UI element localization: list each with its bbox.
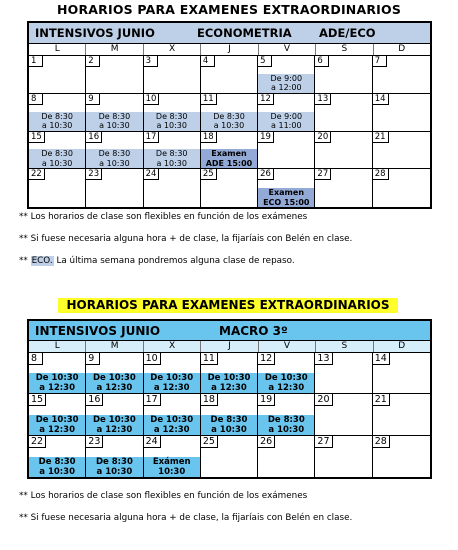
day-number: 10 xyxy=(144,94,160,105)
class-slot xyxy=(144,373,200,393)
day-cell xyxy=(144,394,201,435)
weekday-6: D xyxy=(398,341,406,351)
day-cell xyxy=(373,94,430,132)
class-slot xyxy=(86,112,142,131)
slot-line-2: a 12:30 xyxy=(153,383,190,394)
day-number: 13 xyxy=(315,94,331,105)
slot-line-1: De 10:30 xyxy=(150,414,194,425)
day-cell xyxy=(315,56,372,94)
day-number: 2 xyxy=(86,56,100,67)
slot-line-1: De 8:30 xyxy=(213,111,245,121)
day-cell xyxy=(29,436,86,477)
day-number: 4 xyxy=(201,56,215,67)
day-number: 26 xyxy=(258,169,274,180)
slot-line-2: a 10:30 xyxy=(156,158,187,168)
day-cell xyxy=(373,56,430,94)
day-cell xyxy=(144,436,201,477)
header-course: INTENSIVOS JUNIO xyxy=(35,26,155,40)
slot-line-2: a 10:30 xyxy=(156,121,187,130)
slot-line-2: a 11:00 xyxy=(271,121,302,130)
slot-line-1: De 9:00 xyxy=(270,111,303,121)
day-cell xyxy=(144,169,201,207)
slot-line-2: a 12:30 xyxy=(39,424,76,435)
day-number: 10 xyxy=(144,353,161,365)
day-number: 20 xyxy=(315,394,332,406)
day-cell xyxy=(315,394,372,435)
day-number: 14 xyxy=(373,94,389,105)
slot-line-2: ECO 15:00 xyxy=(263,197,310,207)
day-cell xyxy=(258,436,315,477)
day-cell xyxy=(29,353,86,394)
slot-line-1: De 8:30 xyxy=(41,149,73,159)
day-number: 25 xyxy=(201,169,217,180)
class-slot xyxy=(86,373,142,393)
calendar-grid xyxy=(29,353,430,477)
calendar-header xyxy=(29,321,430,341)
slot-line-1: Exámen xyxy=(152,456,191,467)
class-slot xyxy=(258,373,314,393)
slot-line-1: De 10:30 xyxy=(93,414,136,425)
slot-line-1: De 9:00 xyxy=(270,73,303,83)
exam-slot xyxy=(201,149,257,168)
weekday-0: L xyxy=(29,44,86,55)
section1-title: HORARIOS PARA EXAMENES EXTRAORDINARIOS xyxy=(56,2,402,17)
day-cell xyxy=(315,94,372,132)
class-slot xyxy=(258,415,314,435)
day-cell xyxy=(29,132,86,170)
section2-title: HORARIOS PARA EXAMENES EXTRAORDINARIOS xyxy=(58,298,398,313)
slot-line-1: De 10:30 xyxy=(35,414,79,425)
weekday-0: L xyxy=(29,341,86,352)
day-cell xyxy=(86,56,143,94)
exam-slot xyxy=(258,188,314,207)
weekday-6: D xyxy=(398,44,406,54)
note-3 xyxy=(19,256,295,267)
class-slot xyxy=(86,149,142,168)
calendar-macro xyxy=(27,319,432,479)
slot-line-1: Examen xyxy=(211,149,247,159)
note-2: ** Si fuese necesaria alguna hora + de clase, la fijaríais con Belén en clase. xyxy=(19,513,353,523)
day-number: 6 xyxy=(315,56,329,67)
class-slot xyxy=(201,373,257,393)
class-slot xyxy=(201,112,257,131)
day-cell xyxy=(315,169,372,207)
day-number: 5 xyxy=(258,56,272,67)
slot-line-1: De 10:30 xyxy=(207,373,251,384)
weekday-3: J xyxy=(201,44,258,55)
day-cell xyxy=(29,94,86,132)
class-slot xyxy=(29,149,85,168)
slot-line-1: De 8:30 xyxy=(155,111,188,121)
class-slot xyxy=(144,112,200,131)
weekday-row xyxy=(29,44,430,56)
slot-line-2: a 12:30 xyxy=(96,383,133,394)
slot-line-2: a 12:30 xyxy=(39,383,76,394)
slot-line-2: a 10:30 xyxy=(41,158,73,168)
class-slot xyxy=(86,415,142,435)
day-cell xyxy=(144,56,201,94)
weekday-5: S xyxy=(316,341,373,352)
day-cell xyxy=(258,56,315,94)
day-number: 24 xyxy=(144,169,160,180)
weekday-4: V xyxy=(259,44,316,55)
note-1: ** Los horarios de clase son flexibles en función de los exámenes xyxy=(19,212,308,222)
day-cell xyxy=(373,132,430,170)
day-cell xyxy=(201,436,258,477)
day-cell xyxy=(315,132,372,170)
day-cell xyxy=(201,353,258,394)
note-3-prefix: ** xyxy=(19,256,28,266)
day-number: 28 xyxy=(373,169,389,180)
class-slot xyxy=(258,74,314,93)
class-slot xyxy=(29,415,85,435)
slot-line-1: De 8:30 xyxy=(98,149,131,159)
day-cell xyxy=(86,436,143,477)
slot-line-2: a 12:30 xyxy=(211,383,247,394)
day-cell xyxy=(29,169,86,207)
day-cell xyxy=(201,132,258,170)
note-3-text: La última semana pondremos alguna clase de repaso. xyxy=(56,256,295,266)
slot-line-2: a 10:30 xyxy=(99,121,130,130)
weekday-2: X xyxy=(144,341,201,352)
day-cell xyxy=(201,394,258,435)
day-number: 7 xyxy=(373,56,387,67)
day-cell xyxy=(258,132,315,170)
class-slot xyxy=(144,457,200,477)
day-number: 17 xyxy=(144,132,160,143)
day-number: 15 xyxy=(29,394,46,406)
day-number: 13 xyxy=(315,353,332,365)
day-number: 11 xyxy=(201,353,218,365)
slot-line-2: a 10:30 xyxy=(41,121,73,130)
day-number: 9 xyxy=(86,94,100,105)
slot-line-2: a 12:30 xyxy=(96,424,133,435)
day-number: 20 xyxy=(315,132,331,143)
day-number: 22 xyxy=(29,436,46,448)
weekday-3: J xyxy=(201,341,258,352)
day-number: 21 xyxy=(373,394,390,406)
weekday-4: V xyxy=(259,341,316,352)
slot-line-2: a 10:30 xyxy=(39,466,76,477)
day-number: 27 xyxy=(315,169,331,180)
day-cell xyxy=(144,94,201,132)
day-cell xyxy=(86,169,143,207)
day-number: 8 xyxy=(29,94,43,105)
header-subject: ECONOMETRIA xyxy=(197,26,292,40)
calendar-grid xyxy=(29,56,430,207)
day-cell xyxy=(144,132,201,170)
day-cell xyxy=(258,169,315,207)
slot-line-1: De 8:30 xyxy=(155,149,188,159)
day-number: 19 xyxy=(258,132,274,143)
day-cell xyxy=(373,169,430,207)
day-cell xyxy=(201,169,258,207)
day-number: 1 xyxy=(29,56,43,67)
day-number: 23 xyxy=(86,436,103,448)
slot-line-2: a 10:30 xyxy=(268,424,305,435)
class-slot xyxy=(29,112,85,131)
day-cell xyxy=(373,353,430,394)
day-cell xyxy=(86,394,143,435)
slot-line-1: De 8:30 xyxy=(95,456,133,467)
day-cell xyxy=(86,353,143,394)
header-subject: MACRO 3º xyxy=(219,323,288,338)
day-cell xyxy=(258,94,315,132)
calendar-econometria xyxy=(27,21,432,209)
day-number: 9 xyxy=(86,353,100,365)
day-cell xyxy=(201,56,258,94)
class-slot xyxy=(86,457,142,477)
weekday-1: M xyxy=(86,44,143,55)
day-number: 8 xyxy=(29,353,43,365)
slot-line-2: a 10:30 xyxy=(99,158,130,168)
day-number: 3 xyxy=(144,56,158,67)
calendar-header xyxy=(29,23,430,44)
day-number: 19 xyxy=(258,394,275,406)
slot-line-2: 10:30 xyxy=(158,466,186,477)
day-number: 16 xyxy=(86,132,102,143)
day-number: 21 xyxy=(373,132,389,143)
slot-line-1: Examen xyxy=(268,188,305,197)
class-slot xyxy=(144,415,200,435)
day-cell xyxy=(315,436,372,477)
day-number: 15 xyxy=(29,132,45,143)
slot-line-2: a 12:30 xyxy=(153,424,190,435)
weekday-2: X xyxy=(144,44,201,55)
day-cell xyxy=(258,394,315,435)
day-number: 22 xyxy=(29,169,45,180)
class-slot xyxy=(144,149,200,168)
note-1: ** Los horarios de clase son flexibles en función de los exámenes xyxy=(19,491,308,501)
day-number: 18 xyxy=(201,132,217,143)
slot-line-2: a 10:30 xyxy=(213,121,245,130)
note-3-eco: ECO. xyxy=(31,256,53,266)
day-cell xyxy=(373,394,430,435)
header-degree: ADE/ECO xyxy=(319,26,376,40)
slot-line-1: De 10:30 xyxy=(150,373,194,384)
day-cell xyxy=(201,94,258,132)
class-slot xyxy=(29,373,85,393)
day-number: 26 xyxy=(258,436,275,448)
day-number: 23 xyxy=(86,169,102,180)
weekday-row xyxy=(29,341,430,353)
weekday-1: M xyxy=(86,341,143,352)
slot-line-1: De 8:30 xyxy=(267,414,305,425)
day-cell xyxy=(29,56,86,94)
slot-line-1: De 10:30 xyxy=(93,373,136,384)
day-number: 28 xyxy=(373,436,390,448)
slot-line-1: De 8:30 xyxy=(98,111,131,121)
slot-line-1: De 10:30 xyxy=(35,373,79,384)
slot-line-2: a 10:30 xyxy=(211,424,247,435)
day-number: 16 xyxy=(86,394,103,406)
slot-line-1: De 8:30 xyxy=(210,414,248,425)
slot-line-1: De 8:30 xyxy=(41,111,73,121)
header-course: INTENSIVOS JUNIO xyxy=(35,323,161,338)
class-slot xyxy=(201,415,257,435)
class-slot xyxy=(258,112,314,131)
weekday-5: S xyxy=(316,44,373,55)
day-cell xyxy=(258,353,315,394)
day-number: 25 xyxy=(201,436,218,448)
day-number: 14 xyxy=(373,353,390,365)
day-number: 12 xyxy=(258,353,275,365)
slot-line-1: De 10:30 xyxy=(264,373,308,384)
class-slot xyxy=(29,457,85,477)
day-number: 24 xyxy=(144,436,161,448)
day-cell xyxy=(86,132,143,170)
slot-line-2: ADE 15:00 xyxy=(205,158,253,168)
slot-line-1: De 8:30 xyxy=(38,456,76,467)
day-cell xyxy=(144,353,201,394)
slot-line-2: a 10:30 xyxy=(96,466,133,477)
day-number: 11 xyxy=(201,94,217,105)
day-number: 27 xyxy=(315,436,332,448)
slot-line-2: a 12:30 xyxy=(268,383,305,394)
day-cell xyxy=(373,436,430,477)
day-number: 18 xyxy=(201,394,218,406)
day-cell xyxy=(86,94,143,132)
day-number: 12 xyxy=(258,94,274,105)
day-cell xyxy=(29,394,86,435)
note-2: ** Si fuese necesaria alguna hora + de clase, la fijaríais con Belén en clase. xyxy=(19,234,353,244)
slot-line-2: a 12:00 xyxy=(271,83,302,93)
day-cell xyxy=(315,353,372,394)
day-number: 17 xyxy=(144,394,161,406)
